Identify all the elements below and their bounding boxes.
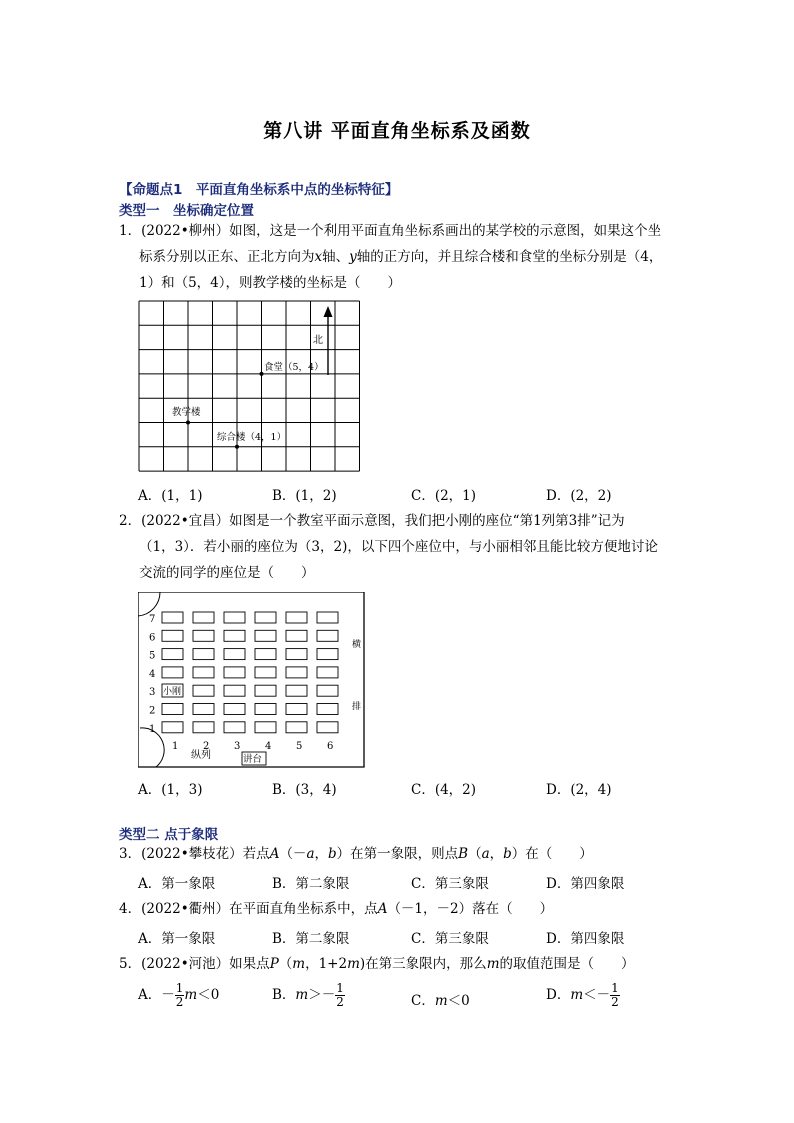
north-label: 北: [313, 335, 323, 346]
seat: [286, 685, 307, 696]
seat: [255, 667, 276, 678]
row-label: 1: [149, 723, 156, 735]
q1-options: [138, 484, 678, 502]
seat: [286, 667, 307, 678]
complex-point: [235, 445, 239, 449]
type2-heading: 类型二 点于象限: [119, 827, 219, 843]
q2-option-b[interactable]: B．(3，4): [272, 782, 337, 798]
q1-figure: [138, 300, 362, 474]
q2-line2: （1，3）．若小丽的座位为（3，2)，以下四个座位中，与小丽相邻且能比较方便地讨论: [139, 539, 658, 555]
q3-option-b[interactable]: B．第二象限: [272, 876, 350, 892]
col-label: 1: [172, 741, 179, 752]
complex-label: 综合楼（4，1）: [217, 432, 287, 443]
seat: [317, 630, 338, 641]
question-1: [119, 218, 679, 296]
teaching-label: 教学楼: [172, 407, 201, 418]
seat: [224, 612, 245, 623]
q1-option-d[interactable]: D．(2，2): [546, 488, 612, 504]
q4-option-a[interactable]: A．第一象限: [138, 931, 216, 947]
seat: [224, 722, 245, 733]
type1-heading: 类型一 坐标确定位置: [119, 203, 254, 219]
canteen-label: 食堂（5，4）: [264, 362, 324, 373]
seat: [162, 722, 183, 733]
heng-label: 横: [352, 640, 362, 650]
q1-line1: 1．(2022•柳州）如图，这是一个利用平面直角坐标系画出的某学校的示意图，如果这个坐: [119, 223, 662, 239]
seat: [255, 722, 276, 733]
seat: [224, 704, 245, 715]
seat: [162, 649, 183, 660]
q2-option-c[interactable]: C．(4，2): [411, 782, 477, 798]
q4-option-c[interactable]: C．第三象限: [411, 931, 489, 947]
q1-option-b[interactable]: B．(1，2): [272, 488, 337, 504]
seat: [224, 667, 245, 678]
q3-options: [138, 872, 678, 890]
q1-option-a[interactable]: A．(1，1): [138, 488, 203, 504]
col-label: 6: [327, 741, 334, 752]
jiangtai-label: 讲台: [243, 754, 263, 765]
q2-figure: [138, 592, 368, 770]
question-2: [119, 508, 699, 586]
seat: [255, 630, 276, 641]
page-title: 第八讲 平面直角坐标系及函数: [263, 120, 531, 142]
row-label: 7: [149, 614, 156, 625]
q3-option-a[interactable]: A．第一象限: [138, 876, 216, 892]
q5-option-d[interactable]: D．m＜－ $\frac{1}{2}$: [546, 981, 619, 1009]
q1-line2: 标系分别以正东、正北方向为x轴、y轴的正方向，并且综合楼和食堂的坐标分别是（4，: [139, 249, 663, 265]
seat: [255, 704, 276, 715]
seat: [162, 630, 183, 641]
q3-option-c[interactable]: C．第三象限: [411, 876, 489, 892]
xiaogang-label: 小刚: [163, 687, 182, 697]
q1-line3: 1）和（5，4），则教学楼的坐标是（ ）: [139, 275, 402, 291]
seat: [317, 685, 338, 696]
seat: [193, 649, 214, 660]
canteen-point: [260, 372, 264, 376]
seat: [162, 667, 183, 678]
seat: [193, 667, 214, 678]
row-label: 4: [149, 668, 156, 680]
row-label: 5: [149, 650, 156, 662]
q3-option-d[interactable]: D．第四象限: [546, 876, 625, 892]
seat: [255, 649, 276, 660]
seat: [162, 612, 183, 623]
row-label: 3: [149, 687, 156, 699]
q5-option-c[interactable]: C．m＜0: [411, 993, 470, 1009]
seat: [317, 667, 338, 678]
seat: [193, 704, 214, 715]
col-label: 4: [265, 741, 272, 752]
north-arrow-head: [324, 306, 333, 317]
pai-label: 排: [352, 702, 362, 712]
seat: [286, 704, 307, 715]
q2-options: [138, 778, 678, 796]
q5-option-a[interactable]: A．－ $\frac{1}{2}$ m＜0: [138, 981, 220, 1009]
q2-line1: 2．(2022•宜昌）如图是一个教室平面示意图，我们把小刚的座位“第1列第3排”记为: [119, 513, 625, 529]
q4-options: [138, 927, 678, 945]
seat: [224, 649, 245, 660]
row-label: 2: [149, 705, 156, 717]
teaching-point: [186, 421, 190, 425]
q5-options: [138, 982, 698, 1018]
seat: [286, 630, 307, 641]
seat: [193, 630, 214, 641]
seat: [193, 722, 214, 733]
topic-heading: 【命题点1 平面直角坐标系中点的坐标特征】: [119, 182, 399, 198]
seat: [317, 612, 338, 623]
seat: [162, 704, 183, 715]
col-label: 3: [234, 741, 241, 752]
q5-option-b[interactable]: B．m＞－ $\frac{1}{2}$: [272, 981, 344, 1009]
q4-option-b[interactable]: B．第二象限: [272, 931, 350, 947]
seat: [193, 685, 214, 696]
seat: [193, 612, 214, 623]
q4-option-d[interactable]: D．第四象限: [546, 931, 625, 947]
question-3: 3．(2022•攀枝花）若点A（－a，b）在第一象限，则点B（a，b）在（ ）: [119, 846, 593, 862]
q1-option-c[interactable]: C．(2，1): [411, 488, 477, 504]
row-label: 6: [149, 632, 156, 644]
seat: [224, 685, 245, 696]
q2-option-d[interactable]: D．(2，4): [546, 782, 612, 798]
seat: [255, 685, 276, 696]
seat: [317, 649, 338, 660]
zonglie-label: 纵列: [191, 750, 211, 761]
seat: [286, 649, 307, 660]
seat: [286, 722, 307, 733]
seat: [317, 722, 338, 733]
question-4: 4．(2022•衢州）在平面直角坐标系中，点A（－1，－2）落在（ ）: [119, 901, 554, 917]
q2-option-a[interactable]: A．(1，3): [138, 782, 203, 798]
question-5: 5．(2022•河池）如果点P（m，1+2m)在第三象限内，那么m的取值范围是（ ）: [119, 956, 635, 972]
col-label: 5: [296, 741, 303, 752]
seat: [224, 630, 245, 641]
seat: [317, 704, 338, 715]
seat: [286, 612, 307, 623]
seat: [255, 612, 276, 623]
col-label: 2: [203, 741, 210, 752]
q2-line3: 交流的同学的座位是（ ）: [139, 565, 315, 581]
